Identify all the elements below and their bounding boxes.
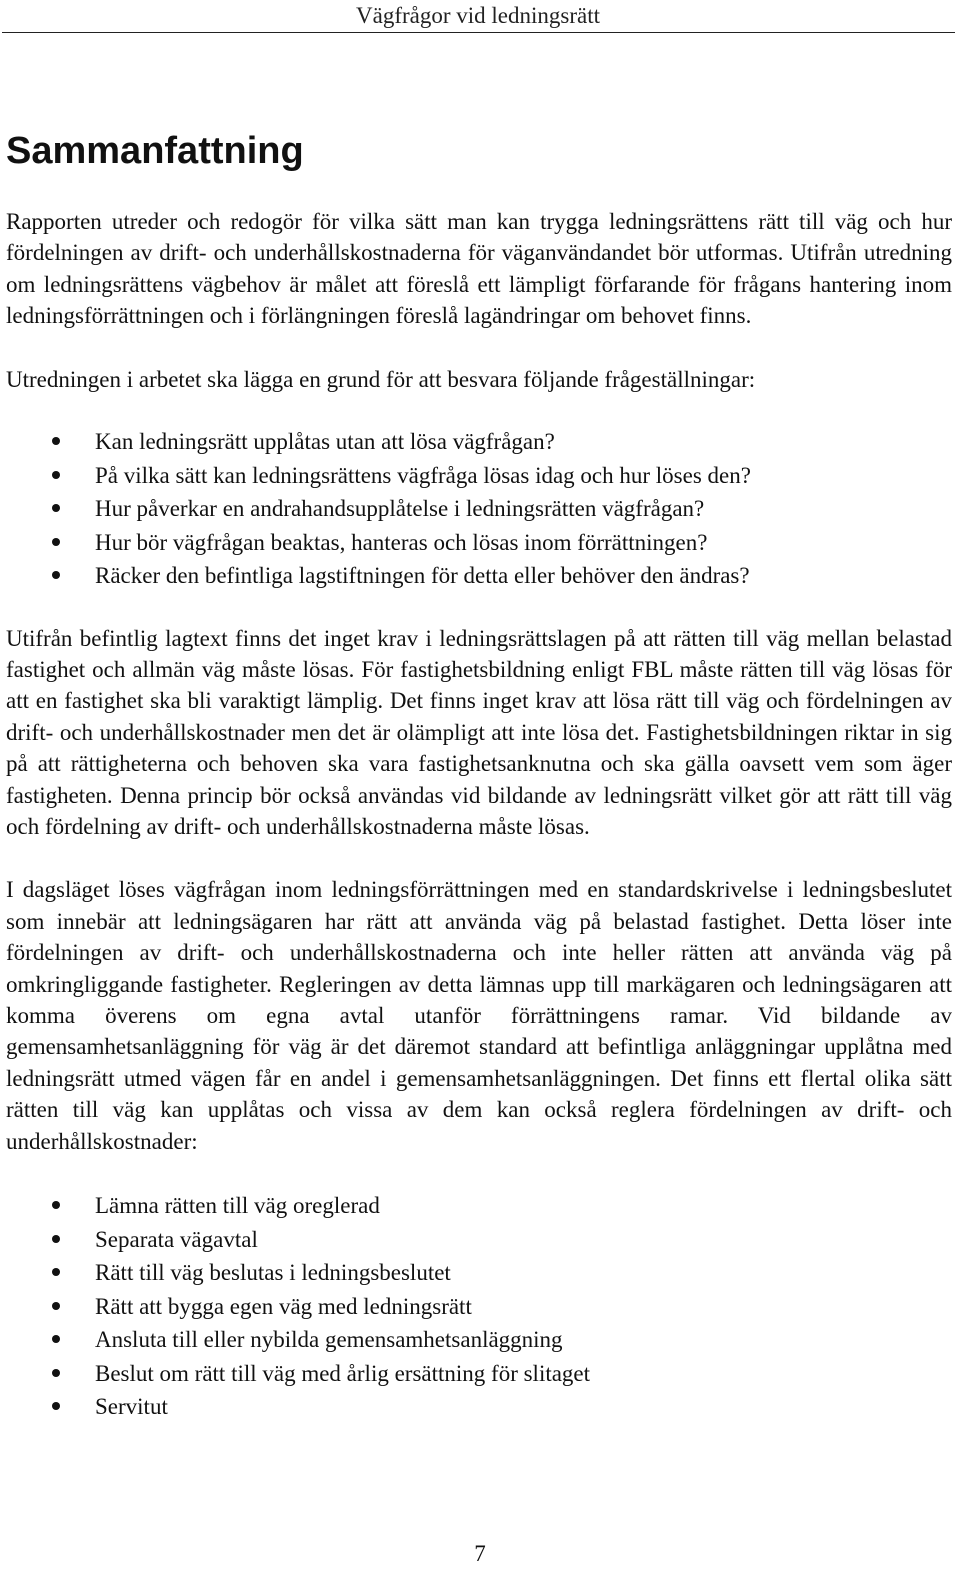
paragraph-questions-lead: Utredningen i arbetet ska lägga en grund för att besvara följande frågeställningar: xyxy=(6,366,756,392)
list-item xyxy=(6,459,952,493)
list-item xyxy=(6,425,952,459)
list-item-text: Hur påverkar en andrahandsupplåtelse i ledningsrätten vägfrågan? xyxy=(95,496,705,522)
list-item-text: Lämna rätten till väg oreglerad xyxy=(95,1193,380,1219)
list-item xyxy=(6,1223,952,1257)
list-item xyxy=(6,1256,952,1290)
list-item-text: Hur bör vägfrågan beaktas, hanteras och lösas inom förrättningen? xyxy=(95,529,708,555)
bullet-icon xyxy=(52,1268,60,1276)
page-content xyxy=(6,128,952,1424)
questions-list xyxy=(6,425,952,593)
list-item xyxy=(6,1290,952,1324)
list-item-text: Rätt till väg beslutas i ledningsbeslutet xyxy=(95,1260,451,1286)
bullet-icon xyxy=(52,471,60,479)
list-item-text: Beslut om rätt till väg med årlig ersättning för slitaget xyxy=(95,1360,591,1386)
list-item-text: Rätt att bygga egen väg med ledningsrätt xyxy=(95,1293,472,1319)
list-item xyxy=(6,1189,952,1223)
running-header-title: Vägfrågor vid ledningsrätt xyxy=(356,3,600,28)
list-item xyxy=(6,559,952,593)
bullet-icon xyxy=(52,538,60,546)
options-list xyxy=(6,1189,952,1424)
header-divider xyxy=(2,32,955,33)
bullet-icon xyxy=(52,437,60,445)
list-item-text: På vilka sätt kan ledningsrättens vägfråga lösas idag och hur löses den? xyxy=(95,462,751,488)
list-item-text: Servitut xyxy=(95,1394,168,1420)
bullet-icon xyxy=(52,1235,60,1243)
section-heading: Sammanfattning xyxy=(6,130,304,172)
list-item xyxy=(6,1323,952,1357)
bullet-icon xyxy=(52,571,60,579)
bullet-icon xyxy=(52,1402,60,1410)
list-item-text: Separata vägavtal xyxy=(95,1226,258,1252)
page-header xyxy=(0,0,960,34)
list-item xyxy=(6,492,952,526)
list-item xyxy=(6,1390,952,1424)
list-item xyxy=(6,1357,952,1391)
list-item-text: Räcker den befintliga lagstiftningen för detta eller behöver den ändras? xyxy=(95,563,750,589)
bullet-icon xyxy=(52,1335,60,1343)
bullet-icon xyxy=(52,504,60,512)
bullet-icon xyxy=(52,1369,60,1377)
list-item-text: Ansluta till eller nybilda gemensamhetsanläggning xyxy=(95,1327,563,1353)
paragraph-legal-basis: Utifrån befintlig lagtext finns det inget krav i ledningsrättslagen på att rätten till väg mellan belastad fastighet och allmän väg måste lösas. För fastighetsbildning enligt FBL måste rätten till väg lösas för att en fastighet ska bli varaktigt lämplig. Det finns inget krav att lösa rätt till väg och fördelningen av drift- och underhållskostnader men det är olämpligt att inte lösa det. Fastighetsbildningen riktar in sig på att rättigheterna och behoven ska vara fastighetsanknutna och ska gälla oavsett vem som äger fastigheten. Denna princip bör också användas vid bildande av ledningsrätt vilket gör att rätt till väg och fördelning av drift- och underhållskostnaderna måste lösas. xyxy=(6,625,952,839)
list-item-text: Kan ledningsrätt upplåtas utan att lösa vägfrågan? xyxy=(95,429,555,455)
bullet-icon xyxy=(52,1302,60,1310)
paragraph-current-practice: I dagsläget löses vägfrågan inom ledningsförrättningen med en standardskrivelse i ledningsbeslutet som innebär att ledningsägaren har rätt att använda väg på belastad fastighet. Detta löser inte fördelningen av drift- och underhållskostnaderna och inte heller rätten att använda väg på omkringliggande fastigheter. Regleringen av detta lämnas upp till markägaren och ledningsägaren att komma överens om egna avtal utanför förrättningens ramar. Vid bildande av gemensamhetsanläggning för väg är det däremot standard att befintliga anläggningar upplåtna med ledningsrätt utmed vägen får en andel i gemensamhetsanläggningen. Det finns ett flertal olika sätt rätten till väg kan upplåtas och vissa av dem kan också reglera fördelningen av drift- och underhållskostnader: xyxy=(6,877,952,1154)
list-item xyxy=(6,526,952,560)
page-number: 7 xyxy=(474,1541,486,1566)
bullet-icon xyxy=(52,1201,60,1209)
paragraph-intro: Rapporten utreder och redogör för vilka sätt man kan trygga ledningsrättens rätt till väg och hur fördelningen av drift- och underhållskostnaderna för väganvändandet bör utformas. Utifrån utredning om ledningsrättens vägbehov är målet att föreslå ett lämpligt förfarande för frågans hantering inom ledningsförrättningen och i förlängningen föreslå lagändringar om behovet finns. xyxy=(6,209,952,329)
